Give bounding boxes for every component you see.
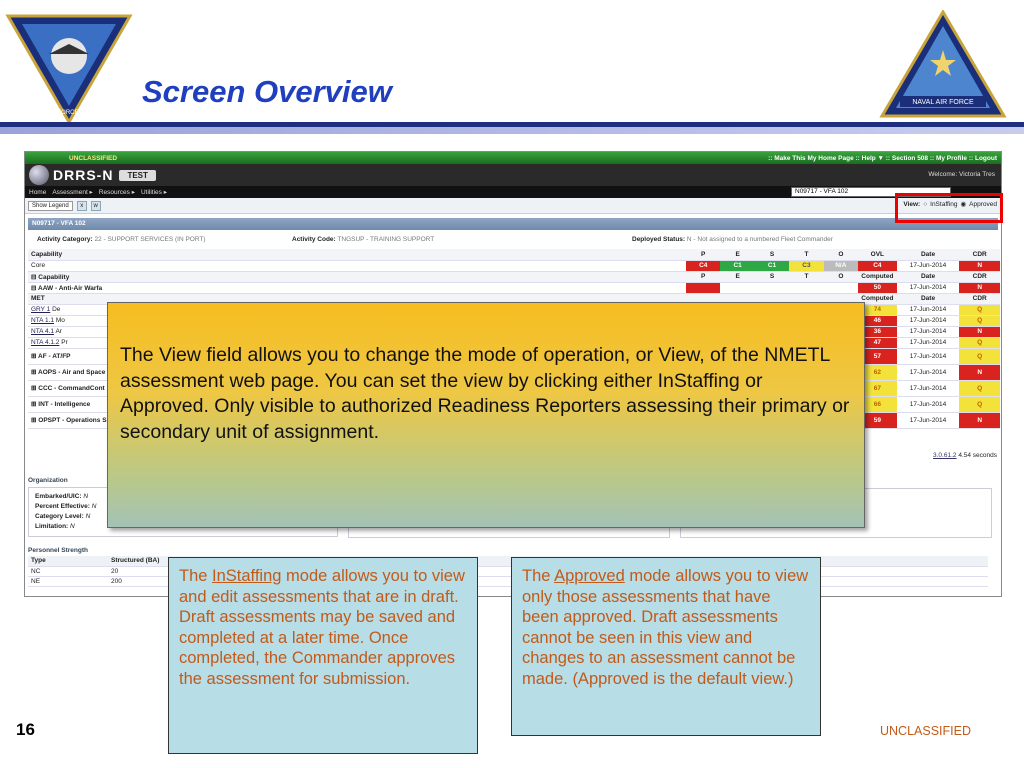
computed-cell: 57 [858, 348, 897, 364]
sub-col-p: P [686, 271, 720, 282]
naval-air-force-pacific-logo [878, 10, 1008, 120]
classification-bar [25, 152, 1001, 164]
col-o: O [824, 249, 858, 260]
computed-cell: 74 [858, 304, 897, 315]
view-label: View: [903, 200, 921, 208]
approved-term: Approved [554, 567, 625, 585]
personnel-title: Personnel Strength [28, 547, 88, 554]
col-capability: Capability [28, 249, 686, 260]
nav-utilities[interactable]: Utilities ▸ [140, 189, 167, 196]
deployed-status-value: N - Not assigned to a numbered Fleet Commander [686, 236, 833, 243]
computed-cell: 47 [858, 337, 897, 348]
activity-code-label: Activity Code: [292, 236, 336, 243]
ps-col-structured: Structured (BA) [108, 556, 988, 566]
date-cell: 17-Jun-2014 [897, 315, 960, 326]
met-desc: Pr [61, 339, 68, 346]
date-cell: 17-Jun-2014 [897, 282, 960, 293]
table-row-core [28, 260, 1000, 271]
cdr-cell[interactable]: Q [959, 315, 1000, 326]
welcome-text: Welcome: Victoria Tres [928, 171, 995, 178]
slide-title: Screen Overview [142, 74, 392, 109]
met-col-date: Date [897, 293, 960, 304]
date-cell: 17-Jun-2014 [897, 337, 960, 348]
instaffing-text: mode allows you to view and edit assessments that are in draft. Draft assessments may be saved and completed at a later time. Once completed, the Commander approves the assessment for submission. [179, 567, 465, 688]
activity-row [25, 230, 1001, 249]
unit-header: N09717 - VFA 102 [28, 218, 998, 230]
sub-col-cdr: CDR [959, 271, 1000, 282]
brand-bar [25, 164, 1001, 186]
radio-instaffing-icon[interactable]: ○ [923, 200, 928, 208]
met-link[interactable]: NTA 4.1 [31, 328, 55, 335]
version-timing [933, 452, 997, 459]
show-legend-select[interactable]: Show Legend [28, 201, 73, 211]
org-field-value: N [83, 493, 89, 500]
table-row: ⊟ AAW - Anti-Air Warfa 50 17-Jun-2014 N [28, 282, 1000, 293]
capability-name[interactable]: AF - AT/FP [38, 353, 71, 360]
logo-left-text: NAVAL AIR FORCE · ATLANTIC [25, 110, 113, 116]
sub-col-e: E [720, 271, 754, 282]
activity-code-value: TNGSUP - TRAINING SUPPORT [337, 236, 435, 243]
approved-text: mode allows you to view only those assessments that have been approved. Draft assessments cannot be seen in this view and changes to an assessment cannot be made. (Approved is the default view.) [522, 567, 809, 688]
computed-cell: 46 [858, 315, 897, 326]
org-field-value: N [70, 523, 75, 530]
cdr-cell[interactable]: N [959, 282, 1000, 293]
ps-value: 20 [108, 566, 988, 576]
header-rule-light [0, 127, 1024, 134]
computed-cell: 59 [858, 412, 897, 428]
ps-col-type: Type [28, 556, 108, 566]
approved-callout [511, 557, 821, 736]
rating-cell[interactable]: C1 [720, 260, 754, 271]
col-ovl: OVL [858, 249, 897, 260]
met-link[interactable]: GRY 1 [31, 306, 51, 313]
sub-col-t: T [789, 271, 823, 282]
ps-type: NC [28, 566, 108, 576]
capability-name[interactable]: AAW - Anti-Air Warfa [38, 284, 103, 292]
rating-cell[interactable]: C4 [858, 260, 897, 271]
capability-name[interactable]: AOPS - Air and Space [38, 369, 106, 376]
view-option-approved[interactable]: Approved [969, 200, 997, 208]
table-row: ⊞ AF - AT/FP 57 17-Jun-2014 Q [28, 348, 1000, 364]
col-cdr: CDR [959, 249, 1000, 260]
organization-title: Organization [28, 477, 68, 484]
org-field-label: Embarked/UIC: [35, 493, 82, 500]
sub-col-computed: Computed [858, 271, 897, 282]
capability-name[interactable]: INT - Intelligence [38, 401, 91, 408]
unit-select[interactable]: N09717 - VFA 102 [791, 187, 951, 197]
met-col-cdr: CDR [959, 293, 1000, 304]
computed-cell: 50 [858, 282, 897, 293]
date-cell: 17-Jun-2014 [897, 364, 960, 380]
capability-name[interactable]: OPSPT - Operations S [38, 417, 107, 424]
brand-name: DRRS-N [53, 167, 114, 183]
activity-category-label: Activity Category: [37, 236, 93, 243]
met-desc: De [52, 306, 61, 313]
met-col-computed: Computed [858, 293, 897, 304]
date-cell: 17-Jun-2014 [897, 412, 960, 428]
view-field-callout: The View field allows you to change the mode of operation, or View, of the NMETL assessment web page. You can set the view by clicking either InStaffing or Approved. Only visible to authorized Readiness Reporters assessing their primary or secondary unit of assignment. [107, 302, 865, 528]
nav-home[interactable]: Home [29, 188, 47, 196]
org-field-label: Category Level: [35, 513, 84, 520]
table-header [28, 249, 1000, 260]
globe-icon [29, 165, 49, 185]
logo-right-text: NAVAL AIR FORCE [912, 99, 974, 106]
computed-cell: 36 [858, 326, 897, 337]
computed-cell: 67 [858, 380, 897, 396]
cdr-cell[interactable]: N [959, 326, 1000, 337]
capability-name[interactable]: CCC - CommandCont [38, 385, 105, 392]
date-cell: 17-Jun-2014 [897, 348, 960, 364]
col-t: T [789, 249, 823, 260]
core-name: Core [28, 260, 686, 271]
cdr-cell[interactable]: N [959, 364, 1000, 380]
view-option-instaffing[interactable]: InStaffing [930, 200, 958, 208]
computed-cell: 62 [858, 364, 897, 380]
met-desc: Mo [55, 317, 65, 324]
sub-col-capability: Capability [38, 273, 70, 281]
org-field-value: N [91, 503, 97, 510]
cdr-cell[interactable]: Q [959, 304, 1000, 315]
page-number: 16 [16, 720, 35, 739]
nav-assessment[interactable]: Assessment ▸ [52, 189, 93, 196]
org-field-label: Limitation: [35, 523, 69, 530]
sub-col-date: Date [897, 271, 960, 282]
cdr-cell[interactable]: Q [959, 348, 1000, 364]
date-cell: 17-Jun-2014 [897, 260, 960, 271]
version-link[interactable]: 3.0.61.2 [933, 452, 957, 459]
sub-col-o: O [824, 271, 858, 282]
computed-cell: 66 [858, 396, 897, 412]
met-col: MET [28, 293, 686, 304]
table-row: ⊞ INT - Intelligence 66 17-Jun-2014 Q [28, 396, 1000, 412]
cdr-cell[interactable]: Q [959, 337, 1000, 348]
footer-classification: UNCLASSIFIED [880, 724, 971, 738]
activity-category-value: 22 - SUPPORT SERVICES (IN PORT) [94, 236, 206, 243]
col-e: E [720, 249, 754, 260]
load-time: 4.54 seconds [958, 452, 997, 459]
date-cell: 17-Jun-2014 [897, 304, 960, 315]
table-row: ⊞ AOPS - Air and Space 62 17-Jun-2014 N [28, 364, 1000, 380]
ps-type: NE [28, 576, 108, 586]
org-field-label: Percent Effective: [35, 503, 90, 510]
met-link[interactable]: NTA 4.1.2 [31, 339, 60, 346]
date-cell: 17-Jun-2014 [897, 396, 960, 412]
cdr-cell[interactable]: N [959, 260, 1000, 271]
sub-col-s: S [755, 271, 789, 282]
col-p: P [686, 249, 720, 260]
met-link[interactable]: NTA 1.1 [31, 317, 55, 324]
env-tag: TEST [119, 170, 155, 181]
capability-subheader: ⊟ Capability P E S T O Computed Date CDR [28, 271, 1000, 282]
cdr-cell[interactable]: Q [959, 396, 1000, 412]
radio-approved-icon[interactable]: ◉ [960, 201, 967, 208]
met-desc: Ar [55, 328, 62, 335]
cdr-cell[interactable]: Q [959, 380, 1000, 396]
classification-banner: UNCLASSIFIED [69, 154, 118, 162]
word-export-icon[interactable]: w [91, 201, 101, 211]
instaffing-term: InStaffing [212, 567, 282, 585]
org-field-value: N [85, 513, 91, 520]
ps-value: 200 [108, 576, 988, 586]
date-cell: 17-Jun-2014 [897, 380, 960, 396]
col-s: S [755, 249, 789, 260]
naval-air-force-atlantic-logo [4, 14, 134, 126]
col-date: Date [897, 249, 960, 260]
main-nav [25, 186, 1001, 198]
top-links[interactable]: :: Make This My Home Page :: Help ▼ :: Section 508 :: My Profile :: Logout [768, 154, 997, 162]
instaffing-prefix: The [179, 567, 213, 585]
rating-cell[interactable]: N/A [824, 260, 858, 271]
rating-cell[interactable]: C4 [686, 260, 720, 271]
date-cell: 17-Jun-2014 [897, 326, 960, 337]
deployed-status-label: Deployed Status: [632, 236, 686, 243]
cdr-cell[interactable]: N [959, 412, 1000, 428]
nav-resources[interactable]: Resources ▸ [98, 189, 135, 196]
table-row: ⊞ OPSPT - Operations S 59 17-Jun-2014 N [28, 412, 1000, 428]
instaffing-callout [168, 557, 478, 754]
approved-prefix: The [522, 567, 555, 585]
rating-cell[interactable]: C1 [755, 260, 789, 271]
excel-export-icon[interactable]: x [77, 201, 87, 211]
view-highlight-box [895, 193, 1003, 223]
rating-cell[interactable]: C3 [789, 260, 823, 271]
table-row: ⊞ CCC - CommandCont 67 17-Jun-2014 Q [28, 380, 1000, 396]
tool-row [25, 198, 1001, 214]
